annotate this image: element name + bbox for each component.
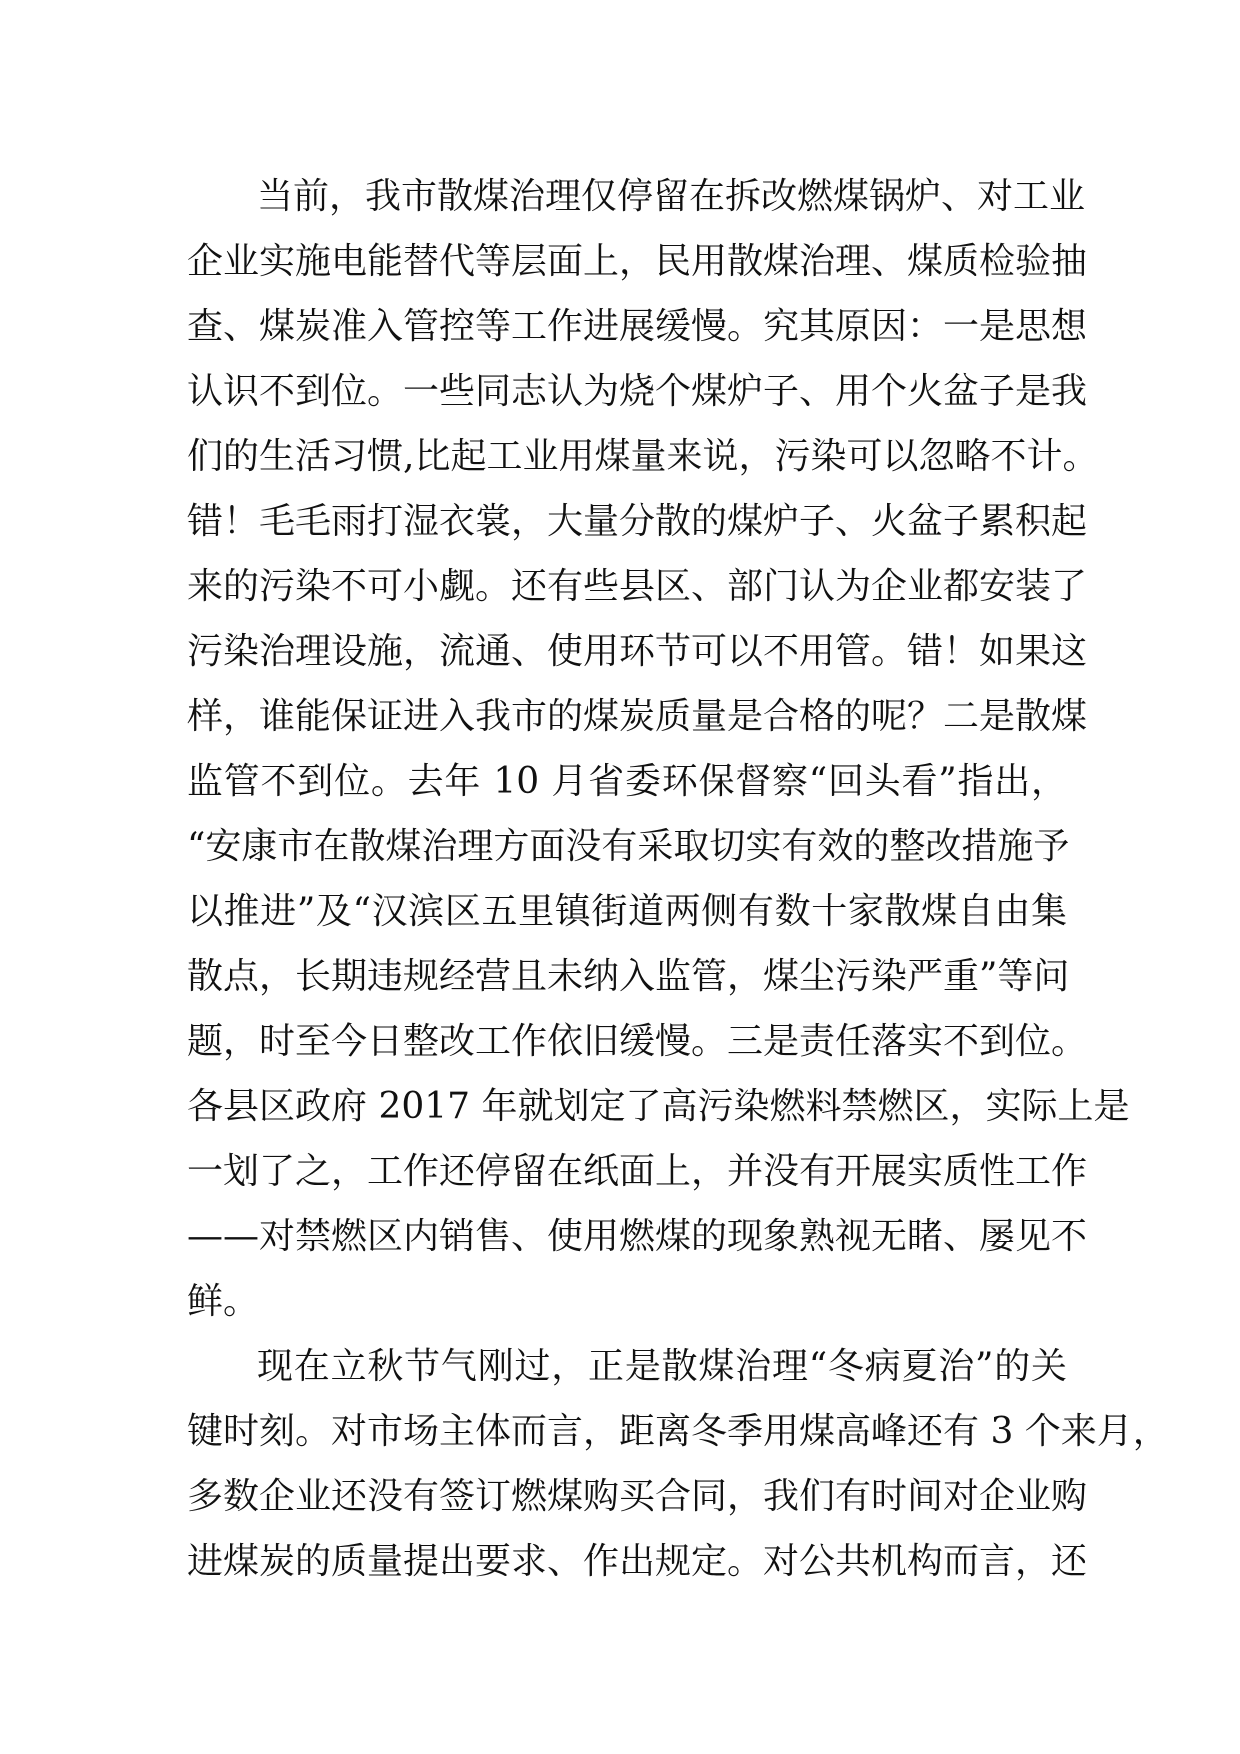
paragraph-1-line-12: 以推进”及“汉滨区五里镇街道两侧有数十家散煤自由集 [187, 891, 1067, 932]
paragraph-1-line-10: 监管不到位。去年 10 月省委环保督察“回头看”指出， [187, 761, 1067, 802]
paragraph-1-line-18: 鲜。 [187, 1281, 260, 1322]
paragraph-1-line-3: 查、煤炭准入管控等工作进展缓慢。究其原因：一是思想 [187, 306, 1088, 347]
paragraph-1-line-4: 认识不到位。一些同志认为烧个煤炉子、用个火盆子是我 [187, 371, 1088, 412]
paragraph-1-line-1: 当前，我市散煤治理仅停留在拆改燃煤锅炉、对工业 [257, 176, 1086, 217]
paragraph-1-line-11: “安康市在散煤治理方面没有采取切实有效的整改措施予 [187, 826, 1070, 867]
paragraph-1-line-15: 各县区政府 2017 年就划定了高污染燃料禁燃区，实际上是 [187, 1086, 1130, 1127]
paragraph-1-line-9: 样，谁能保证进入我市的煤炭质量是合格的呢？二是散煤 [187, 696, 1088, 737]
paragraph-1-line-5: 们的生活习惯,比起工业用煤量来说，污染可以忽略不计。 [187, 436, 1099, 477]
paragraph-1-line-17: ——对禁燃区内销售、使用燃煤的现象熟视无睹、屡见不 [187, 1216, 1088, 1257]
document-body [187, 164, 1169, 1594]
paragraph-1-line-16: 一划了之，工作还停留在纸面上，并没有开展实质性工作 [187, 1151, 1088, 1192]
paragraph-2-line-3: 多数企业还没有签订燃煤购买合同，我们有时间对企业购 [187, 1476, 1088, 1517]
paragraph-1-line-13: 散点，长期违规经营且未纳入监管，煤尘污染严重”等问 [187, 956, 1070, 997]
paragraph-1-line-2: 企业实施电能替代等层面上，民用散煤治理、煤质检验抽 [187, 241, 1088, 282]
paragraph-2-line-2: 键时刻。对市场主体而言，距离冬季用煤高峰还有 3 个来月， [187, 1411, 1169, 1452]
paragraph-1-line-8: 污染治理设施，流通、使用环节可以不用管。错！如果这 [187, 631, 1088, 672]
paragraph-1-line-6: 错！毛毛雨打湿衣裳，大量分散的煤炉子、火盆子累积起 [187, 501, 1088, 542]
paragraph-2-line-4: 进煤炭的质量提出要求、作出规定。对公共机构而言，还 [187, 1541, 1088, 1582]
paragraph-2-line-1: 现在立秋节气刚过，正是散煤治理“冬病夏治”的关 [257, 1346, 1067, 1387]
paragraph-1-line-14: 题，时至今日整改工作依旧缓慢。三是责任落实不到位。 [187, 1021, 1088, 1062]
paragraph-1-line-7: 来的污染不可小觑。还有些县区、部门认为企业都安装了 [187, 566, 1088, 607]
